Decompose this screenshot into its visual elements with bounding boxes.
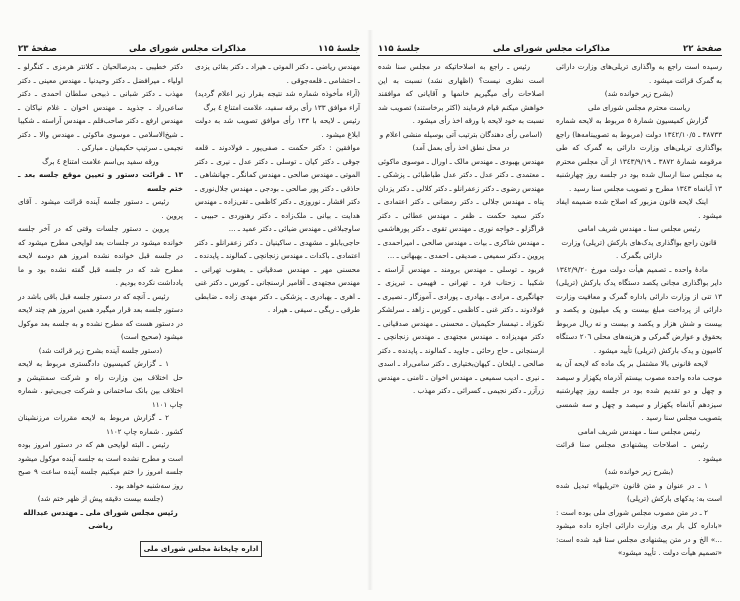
paragraph: فربود ـ توسلی ـ مهندس برومند ـ مهندس آراسته ـ شکیبا ـ زحتاب فرد ـ تهرانی ـ فهیمی ـ تبریزی ـ جهانگیری ـ مرادی ـ بهادری ـ پورادی ـ آموزگار ـ نصیری ـ فولادوند ـ دکتر غنی ـ کاظمی ـ کورس ـ زاهد ـ سرلشکر نکوزاد ـ تیمسار حکیمیان ـ محسنی ـ مهندس صدقیانی ـ دکتر مهدیزاده ـ مهندس مجتهدی ـ مهندس زنجانچی ـ ارسنجانی ـ حاج رحائی ـ جاوید ـ کمالوند ـ پایدنده ـ دکتر صالحی ـ ایلخان ـ کیهان‌بختیاری ـ دکتر سامی‌راد ـ اسدی ـ نیری ـ ادیب سمیعی ـ مهندس اخوان ـ ثامنی ـ مهندس زرآزر ـ دکتر نجیمی ـ کسرائی ـ دکتر مهذب .: [378, 264, 544, 395]
paragraph: (بشرح زیر خوانده شد): [604, 467, 674, 476]
paragraph: رسیده است راجع به واگذاری تریلی‌های وزارت دارائی به گمرک قرائت میشود .: [556, 62, 722, 85]
session-label: جلسهٔ ۱۱۵: [378, 44, 420, 54]
column-left: [378, 60, 544, 601]
paragraph: ۱۳ ـ قرائت دستور و تعیین موقع جلسه بعد ـ ختم جلسه: [18, 170, 183, 193]
paragraph: ریاست محترم مجلس شورای ملی: [587, 102, 691, 112]
paragraph: (جلسه بیست دقیقه پیش از ظهر ختم شد): [37, 494, 164, 503]
paragraph: رئیس ـ دستور جلسه آینده قرائت میشود . آقای پروین .: [18, 197, 183, 220]
paragraph: حاجی‌بابلو ـ مشهدی ـ ساکینیان ـ دکتر زعفرانلو ـ دکتر اعتمادی ـ باکدات ـ مهندس زنجانچی ـ کمالوند ـ پایدنده ـ محسنی مهر ـ مهندس صدقیانی ـ یعقوب تهرانی ـ مهندس مجتهدی ـ آقامیر ارسنجانی ـ کورس ـ دکتر غنی ـ اهری ـ بهبادری ـ پزشکی ـ دکتر مهدی زاده ـ ضابطی طرقی ـ ریگی ـ سیفی ـ هیراد .: [195, 237, 360, 314]
page-number: صفحهٔ ۲۳: [18, 44, 57, 54]
paragraph: مادهٔ واحده ـ تصمیم هیأت دولت مورخ ۱۳٤۲/۹/۲۰ دایر بواگذاری مجانی یکصد دستگاه یدک بارکش (تریلی) ۱۳ تنی از وزارت دارائی باداره گمرک و معافیت وزارت دارائی از پرداخت مبلغ بیست و یک میلیون و یکصد و بیست و شش هزار و یکصد و بیست و نه ریال مربوط بحقوق و عوارض گمرکی و هزینه‌های محلی ۲۰٦ دستگاه کامیون و یدک بارکش (تریلی) تأیید میشود .: [556, 264, 722, 355]
paragraph: گزارش کمیسیون شمارهٔ ٥ مربوط به لایحه شماره ۳۸۷۳۳ ـ ۱۳٤۲/۱۰/٥ دولت (مربوط به تصویبنامه‌ها) راجع بواگذاری تریلی‌های وزارت دارائی به گمرک که طی مرقومه شمارهٔ ۳۸۷۲ ـ ۱۳٤۳/۹/۱۹ از آن مجلس محترم به مجلس سنا ارسال شده بود در جلسه روز چهارشنبه ۱۳ آبانماه ۱۳٤۳ مطرح و تصویب مجلس سنا رسید .: [556, 116, 722, 193]
column-left: [18, 60, 183, 601]
paragraph: مهندس ریاضی ـ دکتر الموتی ـ هیراد ـ دکتر بقائی یزدی ـ احتشامی ـ قلعه‌جوقی .: [195, 62, 360, 85]
paragraph: رئیس مجلس سنا ـ مهندس شریف امامی: [577, 426, 701, 436]
paragraph: موافقین : دکتر حکمت ـ صفی‌پور ـ فولادوند ـ قلعه جوقی ـ دکتر کیان ـ توسلی ـ دکتر عدل ـ نیری ـ دکتر الموتی ـ مهندس صالحی ـ مهندس کمانگر ـ جهانشاهی ـ حاذقی ـ دکتر پور صالحی ـ بودجی ـ مهندس جلال‌نوری ـ دکتر افشار ـ نوروزی ـ دکتر کاظمی ـ تقی‌زاده ـ مهندس هدایت ـ بیانی ـ ملک‌زاده ـ دکتر رهنوردی ـ حبیبی ـ ساوجبلاغی ـ مهندس ضیائی ـ دکتر عمید ـ ...: [195, 143, 360, 233]
paragraph: ۲ ـ در متن مصوب مجلس شورای ملی بوده است : «باداره کل بار بری وزارت دارائی اجازه داده میشود ...» الخ و در متن پیشنهادی مجلس سنا قید شده است: «تصمیم هیأت دولت . تأیید میشود»: [556, 507, 722, 557]
paragraph: دکتر خطیبی ـ بدرصالحیان ـ کلانتر هرمزی ـ کنگرلو ـ اولیاء ـ میرافضل ـ دکتر وحیدنیا ـ مهندس معینی ـ دکتر مهذب ـ دکتر شبانی ـ ذبیحی سلطان احمدی ـ دکتر ساعی‌راد ـ جذوید ـ مهندس اخوان ـ غلام نیاکان ـ مهندس ارفع ـ دکتر صاحب‌قلم ـ مهندس آراسته ـ شکیبا ـ شیخ‌الاسلامی ـ موسوی ماکوئی ـ مهندس والا ـ دکتر نجیمی ـ سرتیپ حکیمیان ـ مبارکی .: [18, 62, 183, 152]
paragraph: ورقه سفید بی‌اسم علامت امتناع ٤ برگ: [42, 156, 159, 166]
paragraph: رئیس ـ البته لوایحی هم که در دستور امروز بوده است و مطرح نشده است به جلسه آینده موکول میشود جلسه امروز را ختم میکنیم جلسه آینده ساعت ۹ صبح روز سه‌شنبه خواهد بود .: [18, 440, 183, 490]
running-title: مذاکرات مجلس شورای ملی: [128, 44, 247, 54]
paragraph: ۲ ـ گزارش مربوط به لایحه مقررات مرزنشینان کشور . شماره چاپ ۱۱۰۲: [18, 413, 183, 436]
left-page-header: [18, 40, 360, 56]
paragraph: قانون راجع بواگذاری یدک‌های بارکش (تریلی) وزارت دارائی بگمرک .: [561, 237, 717, 260]
paragraph: (دستور جلسه آینده بشرح زیر قرائت شد): [38, 345, 163, 355]
paragraph: رئیس ـ راجع به اصلاحاتیکه در مجلس سنا شده است نظری نیست؟ (اظهاری نشد) نسبت به این اصلاحات رأی میگیریم خانمها و آقایانی که موافقند خواهش میکنم قیام فرمایند (اکثر برخاستند) تصویب شد نسبت به خود لایحه با ورقه اخذ رأی میشود .: [378, 62, 544, 125]
right-page-columns: [378, 60, 722, 601]
paragraph: مهندس بهبودی ـ مهندس مالک ـ اورال ـ موسوی ماکوئی ـ معتمدی ـ دکتر عدل ـ دکتر عدل طباطبائی ـ پزشکی ـ مهندس رضوی ـ دکتر زعفرانلو ـ دکتر کلالی ـ دکتر یزدان پناه ـ مهندس جلالی ـ دکتر رمضانی ـ دکتر اعتمادی ـ دکتر سعید حکمت ـ ظفر ـ مهندس عطائی ـ دکتر قراگزلو ـ خواجه نوری ـ مهندس تقوی ـ دکتر پورهاشمی ـ مهندس شاکری ـ بیات ـ مهندس صالحی ـ امیراحمدی ـ پروین ـ دکتر سمیعی ـ صدیقی ـ احمدی ـ بهبهانی ـ ...: [377, 156, 544, 260]
running-title: مذاکرات مجلس شورای ملی: [492, 44, 611, 54]
paragraph: (بشرح زیر خوانده شد): [604, 89, 674, 98]
paragraph: ۱ ـ در عنوان و متن قانون «تریلیها» تبدیل شده است به: یدکهای بارکش (تریلی): [556, 480, 722, 503]
paragraph: ۱ ـ گزارش کمیسیون دادگستری مربوط به لایحه حل اختلاف بین وزارت راه و شرکت سمنتیشن و اختلاف بین بانک ساختمانی و شرکت جی‌بی‌تیو . شماره چاپ ۱۱۰۱: [18, 359, 183, 409]
right-page: [370, 0, 740, 601]
right-page-header: [378, 40, 722, 56]
page-number: صفحهٔ ۲۲: [683, 44, 722, 54]
paragraph: (آراء مأخوذه شماره شد نتیجه بقرار زیر اعلام گردید) آراء موافق ۱۳۳ رأی برقه سفید، علامت امتناع ٤ برگ: [195, 89, 360, 112]
paragraph: اینک لایحه قانون مزبور که اصلاح شده ضمیمه ایفاد میشود .: [556, 197, 722, 220]
session-label: جلسهٔ ۱۱۵: [318, 44, 360, 54]
printing-office-stamp: اداره چاپخانهٔ مجلس شورای ملی: [140, 541, 262, 557]
paragraph: (اسامی رأی دهندگان بترتیب آتی بوسیله منشی اعلام و در محل نطق اخذ رأی بعمل آمد): [379, 129, 543, 152]
column-right: [556, 60, 722, 601]
paragraph: رئیس ـ اصلاحات پیشنهادی مجلس سنا قرائت میشود .: [556, 440, 722, 463]
signature: رئیس مجلس شورای ملی ـ مهندس عبدالله ریاضی: [23, 507, 178, 530]
paragraph: رئیس ـ آنچه که در دستور جلسه قبل باقی باشد در دستور جلسه بعد قرار میگیرد همین امروز هم چند لایحه در دستور هست که مطرح نشده و به جلسه بعد موکول میشود (صحیح است): [18, 291, 183, 341]
left-page-columns: [18, 60, 360, 601]
column-right: [195, 60, 360, 601]
paragraph: پروین ـ دستور جلسات وقتی که در آخر جلسه خوانده میشود در جلسات بعد لوایحی مطرح میشود که در جلسه قبل خوانده نشده امروز هم دوسه لایحه مطرح شد که در جلسه قبل گفته نشده بود و ما یادداشت نکرده بودیم .: [18, 224, 183, 287]
paragraph: رئیس ـ لایحه با ۱۳۳ رأی موافق تصویب شد به دولت ابلاغ میشود .: [195, 116, 360, 139]
paragraph: لایحه قانونی بالا مشتمل بر یک ماده که لایحه آن به موجب ماده واحده مصوب بیستم آذرماه یکهزار و سیصد و چهل و دو تقدیم شده بود در جلسه روز چهارشنبه سیزدهم آبانماه یکهزار و سیصد و چهل و سه شمسی بتصویب مجلس سنا رسید .: [556, 359, 722, 422]
paragraph: رئیس مجلس سنا ـ مهندس شریف امامی: [577, 224, 701, 233]
